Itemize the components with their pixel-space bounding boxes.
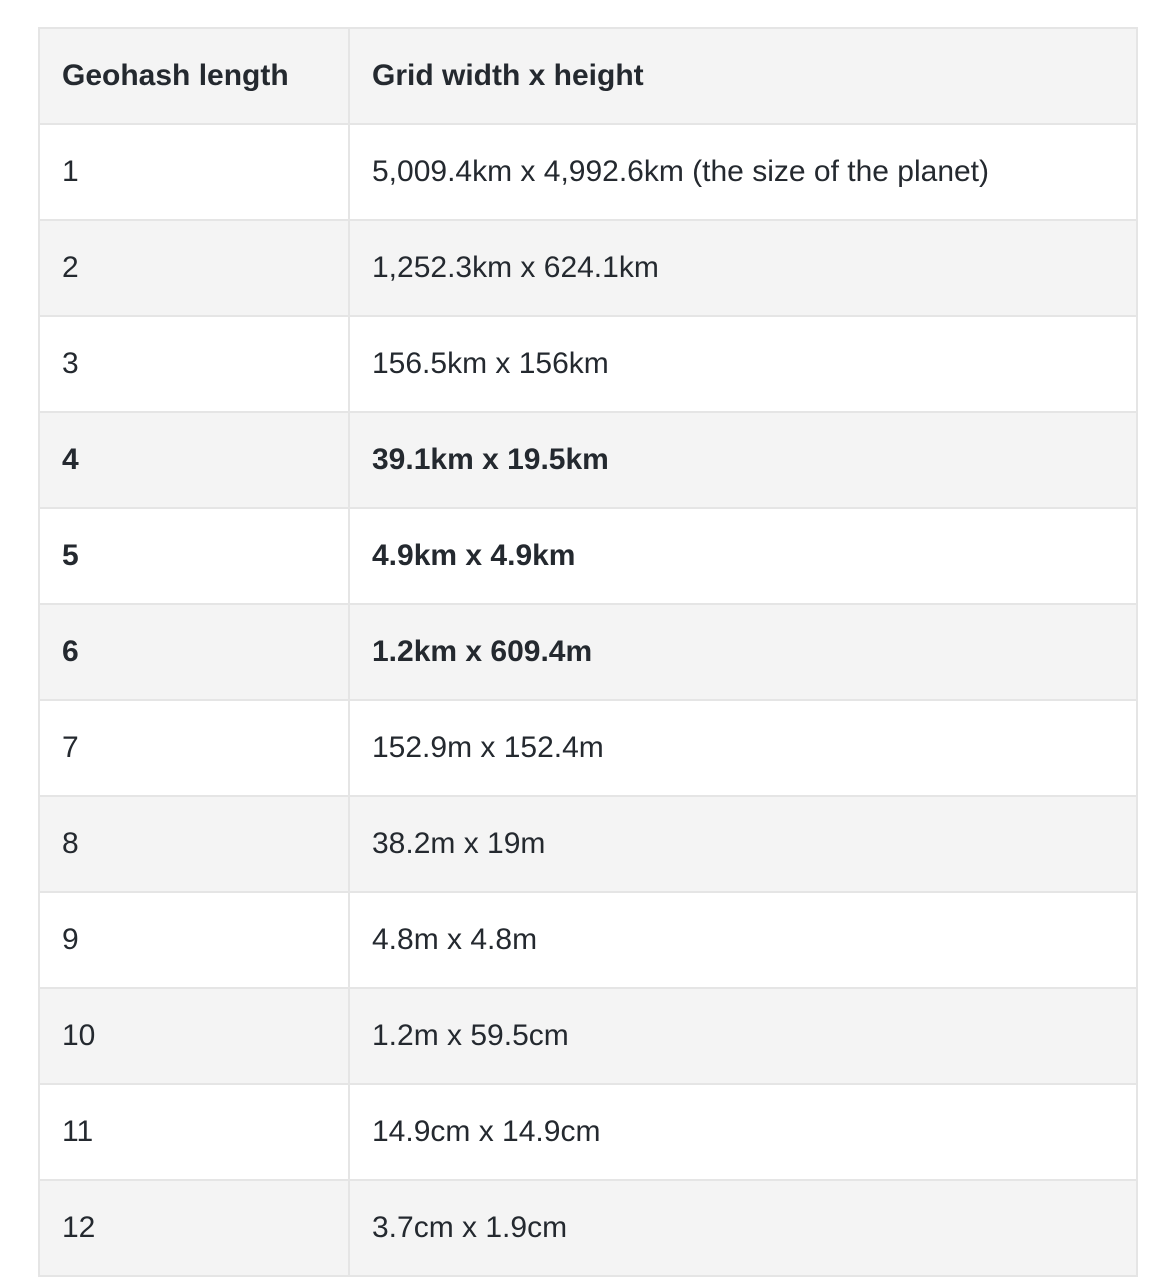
table-row xyxy=(39,508,1137,604)
table-row xyxy=(39,892,1137,988)
table-row xyxy=(39,316,1137,412)
cell-grid-size: 156.5km x 156km xyxy=(349,316,1137,412)
cell-geohash-length: 6 xyxy=(39,604,349,700)
geohash-table-container xyxy=(38,27,1136,1277)
table-row xyxy=(39,1084,1137,1180)
cell-grid-size: 1,252.3km x 624.1km xyxy=(349,220,1137,316)
cell-grid-size: 14.9cm x 14.9cm xyxy=(349,1084,1137,1180)
table-row xyxy=(39,604,1137,700)
table-row xyxy=(39,796,1137,892)
table-row xyxy=(39,700,1137,796)
table-row xyxy=(39,220,1137,316)
cell-grid-size: 152.9m x 152.4m xyxy=(349,700,1137,796)
cell-grid-size: 1.2km x 609.4m xyxy=(349,604,1137,700)
table-row xyxy=(39,1180,1137,1276)
cell-geohash-length: 8 xyxy=(39,796,349,892)
cell-grid-size: 1.2m x 59.5cm xyxy=(349,988,1137,1084)
cell-geohash-length: 2 xyxy=(39,220,349,316)
cell-geohash-length: 10 xyxy=(39,988,349,1084)
cell-grid-size: 3.7cm x 1.9cm xyxy=(349,1180,1137,1276)
cell-grid-size: 4.9km x 4.9km xyxy=(349,508,1137,604)
cell-geohash-length: 3 xyxy=(39,316,349,412)
header-geohash-length: Geohash length xyxy=(39,28,349,124)
table-row xyxy=(39,124,1137,220)
cell-geohash-length: 4 xyxy=(39,412,349,508)
header-grid-size: Grid width x height xyxy=(349,28,1137,124)
cell-grid-size: 39.1km x 19.5km xyxy=(349,412,1137,508)
cell-geohash-length: 1 xyxy=(39,124,349,220)
cell-geohash-length: 7 xyxy=(39,700,349,796)
cell-geohash-length: 12 xyxy=(39,1180,349,1276)
cell-geohash-length: 9 xyxy=(39,892,349,988)
cell-geohash-length: 11 xyxy=(39,1084,349,1180)
table-row xyxy=(39,412,1137,508)
cell-grid-size: 38.2m x 19m xyxy=(349,796,1137,892)
cell-grid-size: 5,009.4km x 4,992.6km (the size of the planet) xyxy=(349,124,1137,220)
geohash-table xyxy=(38,27,1138,1277)
cell-geohash-length: 5 xyxy=(39,508,349,604)
table-header-row xyxy=(39,28,1137,124)
cell-grid-size: 4.8m x 4.8m xyxy=(349,892,1137,988)
table-row xyxy=(39,988,1137,1084)
